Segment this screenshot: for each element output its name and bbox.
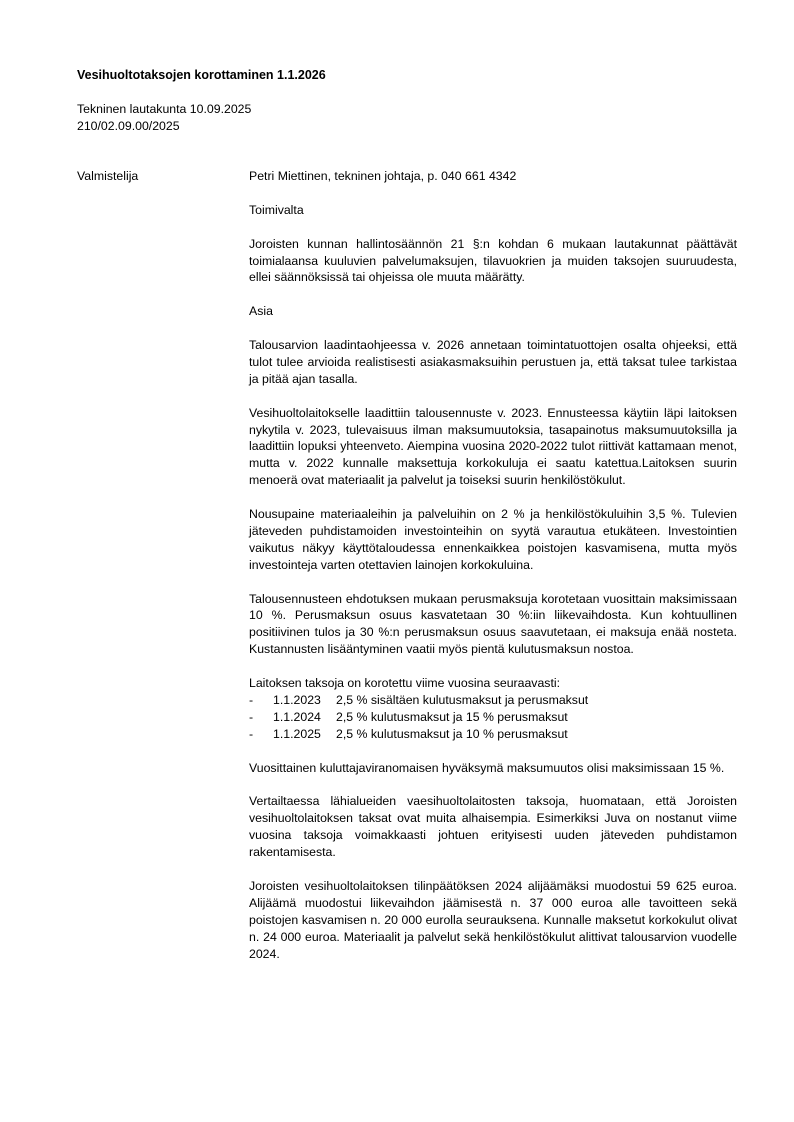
- document-body: [249, 168, 737, 979]
- meeting-name: Tekninen lautakunta 10.09.2025: [77, 102, 252, 116]
- preparer-text: Petri Miettinen, tekninen johtaja, p. 040 661 4342: [249, 169, 517, 183]
- authority-heading: Toimivalta: [249, 202, 304, 217]
- increase-date: 1.1.2025: [273, 726, 321, 741]
- increases-intro: Laitoksen taksoja on korotettu viime vuosina seuraavasti:: [249, 676, 561, 691]
- increase-text: 2,5 % sisältäen kulutusmaksut ja perusmaksut: [336, 692, 589, 707]
- reference-number: 210/02.09.00/2025: [77, 118, 180, 133]
- increase-text: 2,5 % kulutusmaksut ja 15 % perusmaksut: [336, 709, 568, 724]
- matter-heading: Asia: [249, 304, 273, 319]
- increase-text: 2,5 % kulutusmaksut ja 10 % perusmaksut: [336, 726, 568, 741]
- list-item: [249, 692, 737, 709]
- document-title: Vesihuoltotaksojen korottaminen 1.1.2026: [77, 68, 326, 82]
- increases-list: [249, 692, 737, 743]
- body-paragraph: Vertailtaessa lähialueiden vaesihuoltolaitosten taksoja, huomataan, että Joroisten vesihuoltolaitoksen taksat ovat muita alhaisempia. Esimerkiksi Juva on nostanut viime vuosina taksoja voimakkaasti johtuen erityisesti uuden jäteveden puhdistamon rakentamisesta.: [249, 794, 737, 860]
- list-dash: -: [249, 726, 254, 741]
- list-dash: -: [249, 692, 254, 707]
- increase-date: 1.1.2023: [273, 692, 321, 707]
- list-item: [249, 726, 737, 743]
- body-paragraph: Joroisten vesihuoltolaitoksen tilinpäätöksen 2024 alijäämäksi muodostui 59 625 euroa. Alijäämä muodostui liikevaihdon jäämisestä n. 37 000 euroa alle tavoitteen sekä poistojen kasvamisen n. 20 000 eurolla seurauksena. Kunnalle maksetut korkokulut olivat n. 24 000 euroa. Materiaalit ja palvelut sekä henkilöstökulut alittivat talousarvion vuodelle 2024.: [249, 878, 737, 961]
- body-paragraph: Nousupaine materiaaleihin ja palveluihin on 2 % ja henkilöstökuluihin 3,5 %. Tulevien jäteveden puhdistamoiden investointeihin on syytä varautua etukäteen. Investointien vaikutus näkyy käyttötaloudessa ennenkaikkea poistojen kasvamisena, mutta myös investointeja varten otettavien lainojen korkokuluina.: [249, 507, 737, 572]
- body-paragraph: Vesihuoltolaitokselle laadittiin talousennuste v. 2023. Ennusteessa käytiin läpi laitoksen nykytila v. 2023, tulevaisuus ilman maksumuutoksia, tasapainotus maksumuutoksilla ja laadittiin lopuksi yhteenveto. Aiempina vuosina 2020-2022 tulot riittivät kattamaan menot, mutta v. 2022 kunnalle maksettuja korkokuluja ei saatu katettua.Laitoksen suurin menoerä ovat materiaalit ja palvelut ja toiseksi suurin henkilöstökulut.: [249, 405, 737, 488]
- body-paragraph: Talousennusteen ehdotuksen mukaan perusmaksuja korotetaan vuosittain maksimissaan 10 %. Perusmaksun osuus kasvatetaan 30 %:iin liikevaihdosta. Kun kohtuullinen positiivinen tulos ja 30 %:n perusmaksun osuus saavutetaan, ei maksuja enää nosteta. Kustannusten lisääntyminen vaatii myös pientä kulutusmaksun nostoa.: [249, 591, 737, 657]
- increase-date: 1.1.2024: [273, 709, 321, 724]
- list-dash: -: [249, 709, 254, 724]
- preparer-label: Valmistelija: [77, 169, 139, 183]
- body-paragraph: Talousarvion laadintaohjeessa v. 2026 annetaan toimintatuottojen osalta ohjeeksi, että tulot tulee arvioida realistisesti asiakasmaksuihin perustuen ja, että taksat tulee tarkistaa ja pitää ajan tasalla.: [249, 338, 737, 386]
- meeting-info: [77, 101, 251, 135]
- body-paragraph: Vuosittainen kuluttajaviranomaisen hyväksymä maksumuutos olisi maksimissaan 15 %.: [249, 760, 725, 775]
- authority-text: Joroisten kunnan hallintosäännön 21 §:n kohdan 6 mukaan lautakunnat päättävät toimialaansa kuuluvien palvelumaksujen, tilavuokrien ja muiden taksojen suuruudesta, ellei säännöksissä tai ohjeissa ole muuta määrätty.: [249, 236, 737, 285]
- list-item: [249, 709, 737, 726]
